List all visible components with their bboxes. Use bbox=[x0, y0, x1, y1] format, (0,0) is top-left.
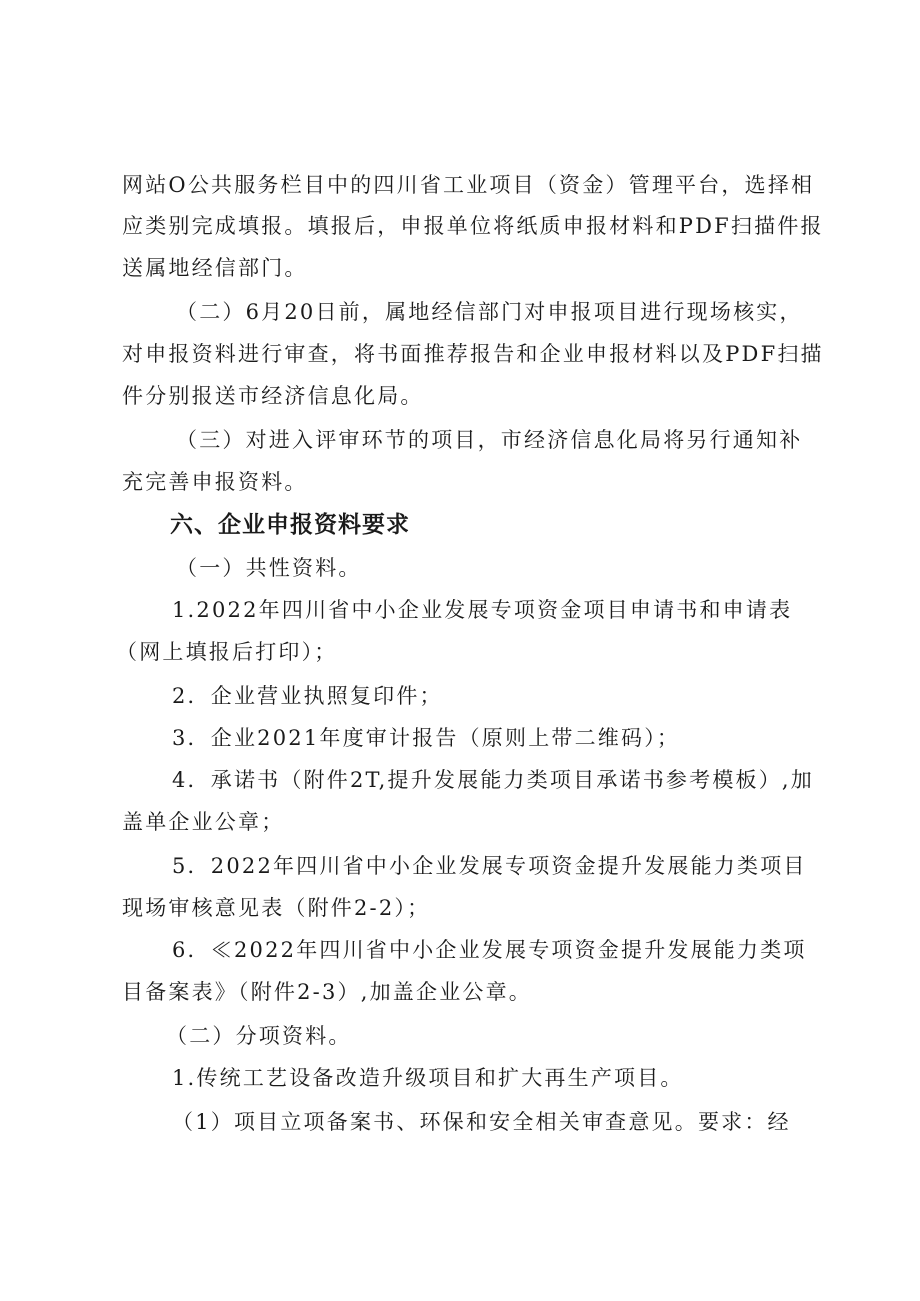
paragraph-3-line-2: 充完善申报资料。 bbox=[122, 470, 308, 494]
common-item-4-line-1: 4．承诺书（附件2T,提升发展能力类项目承诺书参考模板）,加 bbox=[172, 768, 814, 792]
common-item-4-line-2: 盖单企业公章； bbox=[122, 810, 285, 834]
common-item-1-line-2: （网上填报后打印）； bbox=[116, 640, 338, 664]
common-item-6-line-2: 目备案表》（附件2-3）,加盖企业公章。 bbox=[122, 980, 532, 1004]
paragraph-3-line-1: （三）对进入评审环节的项目，市经济信息化局将另行通知补 bbox=[176, 428, 803, 452]
common-item-6-line-1: 6．≪2022年四川省中小企业发展专项资金提升发展能力类项 bbox=[172, 938, 807, 962]
common-item-1-line-1: 1.2022年四川省中小企业发展专项资金项目申请书和申请表 bbox=[172, 598, 793, 622]
specific-materials-title: （二）分项资料。 bbox=[166, 1024, 352, 1048]
paragraph-1-line-3: 送属地经信部门。 bbox=[122, 256, 308, 280]
section-heading: 六、企业申报资料要求 bbox=[170, 512, 410, 538]
paragraph-1-line-1: 网站O公共服务栏目中的四川省工业项目（资金）管理平台，选择相 bbox=[122, 173, 815, 197]
common-materials-title: （一）共性资料。 bbox=[176, 556, 362, 580]
paragraph-2-line-1: （二）6月20日前，属地经信部门对申报项目进行现场核实， bbox=[176, 300, 803, 324]
paragraph-2-line-2: 对申报资料进行审查，将书面推荐报告和企业申报材料以及PDF扫描 bbox=[122, 342, 824, 366]
common-item-3: 3．企业2021年度审计报告（原则上带二维码）； bbox=[172, 726, 681, 750]
paragraph-2-line-3: 件分别报送市经济信息化局。 bbox=[122, 384, 424, 408]
paragraph-1-line-2: 应类别完成填报。填报后，申报单位将纸质申报材料和PDF扫描件报 bbox=[122, 214, 824, 238]
specific-item-1: 1.传统工艺设备改造升级项目和扩大再生产项目。 bbox=[172, 1066, 684, 1090]
common-item-2: 2．企业营业执照复印件； bbox=[172, 684, 443, 708]
specific-item-1-sub-1: （1）项目立项备案书、环保和安全相关审查意见。要求：经 bbox=[172, 1110, 791, 1134]
common-item-5-line-2: 现场审核意见表（附件2-2）； bbox=[122, 896, 431, 920]
common-item-5-line-1: 5．2022年四川省中小企业发展专项资金提升发展能力类项目 bbox=[172, 854, 807, 878]
